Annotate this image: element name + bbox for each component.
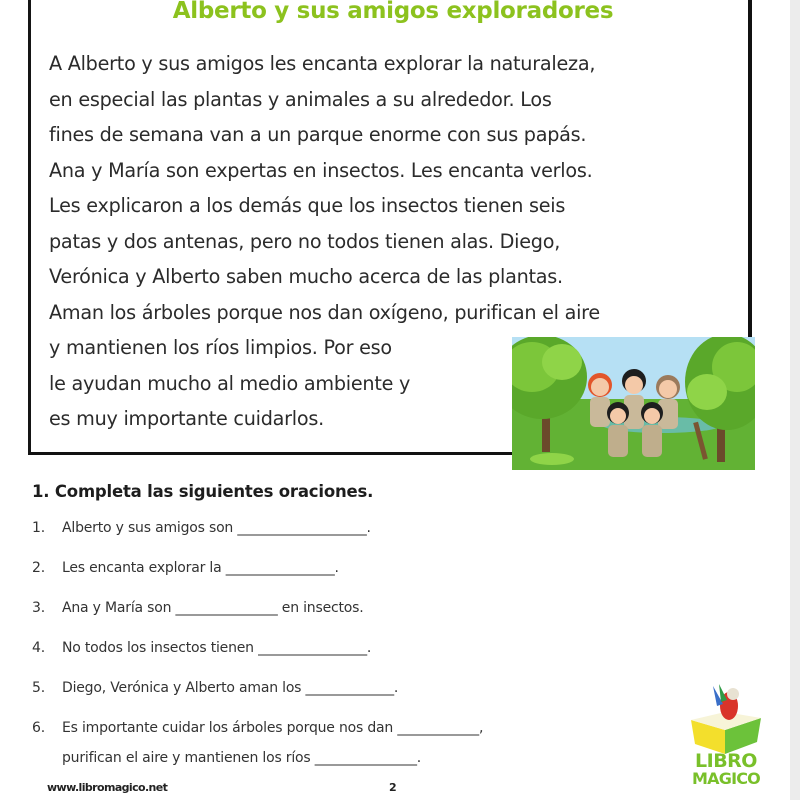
- question-text: Ana y María son _______________ en insectos.: [62, 600, 364, 616]
- story-line: y mantienen los ríos limpios. Por eso: [49, 336, 392, 359]
- story-title: Alberto y sus amigos exploradores: [172, 0, 614, 24]
- book-parrot-icon: [683, 682, 769, 754]
- story-line: Les explicaron a los demás que los insectos tienen seis: [49, 194, 566, 217]
- exercise-heading: 1. Completa las siguientes oraciones.: [32, 482, 374, 501]
- illustration-graphic: [512, 337, 755, 470]
- explorer-kids-illustration: [512, 337, 755, 470]
- story-line: patas y dos antenas, pero no todos tienen alas. Diego,: [49, 229, 561, 253]
- story-line: fines de semana van a un parque enorme con sus papás.: [49, 123, 587, 146]
- question-text: Alberto y sus amigos son ___________________.: [62, 520, 371, 536]
- question-number: 5.: [32, 680, 45, 696]
- question-text: No todos los insectos tienen ________________.: [62, 640, 372, 656]
- logo-text-line1: LIBRO: [695, 750, 757, 772]
- footer-website: www.libromagico.net: [47, 781, 168, 794]
- story-line: Ana y María son expertas en insectos. Les encanta verlos.: [49, 158, 593, 182]
- story-line: Aman los árboles porque nos dan oxígeno, purifican el aire: [49, 300, 600, 324]
- libro-magico-logo: [683, 682, 769, 800]
- story-line: Verónica y Alberto saben mucho acerca de las plantas.: [49, 265, 563, 288]
- story-line: en especial las plantas y animales a su alrededor. Los: [49, 87, 552, 111]
- question-number: 6.: [32, 720, 45, 736]
- story-line: A Alberto y sus amigos les encanta explorar la naturaleza,: [49, 52, 596, 75]
- viewer-side-strip: [790, 0, 800, 800]
- question-text: Diego, Verónica y Alberto aman los _____________.: [62, 680, 399, 696]
- question-text: purifican el aire y mantienen los ríos _______________.: [62, 750, 421, 766]
- question-number: 4.: [32, 640, 45, 656]
- question-number: 3.: [32, 600, 45, 616]
- story-line: le ayudan mucho al medio ambiente y: [49, 371, 411, 395]
- story-line: es muy importante cuidarlos.: [49, 407, 324, 430]
- question-number: 1.: [32, 520, 45, 536]
- question-text: Es importante cuidar los árboles porque nos dan ____________,: [62, 720, 484, 736]
- logo-text-line2: MAGICO: [692, 769, 760, 788]
- question-number: 2.: [32, 560, 45, 576]
- question-text: Les encanta explorar la ________________.: [62, 560, 339, 576]
- page-number: 2: [389, 781, 397, 794]
